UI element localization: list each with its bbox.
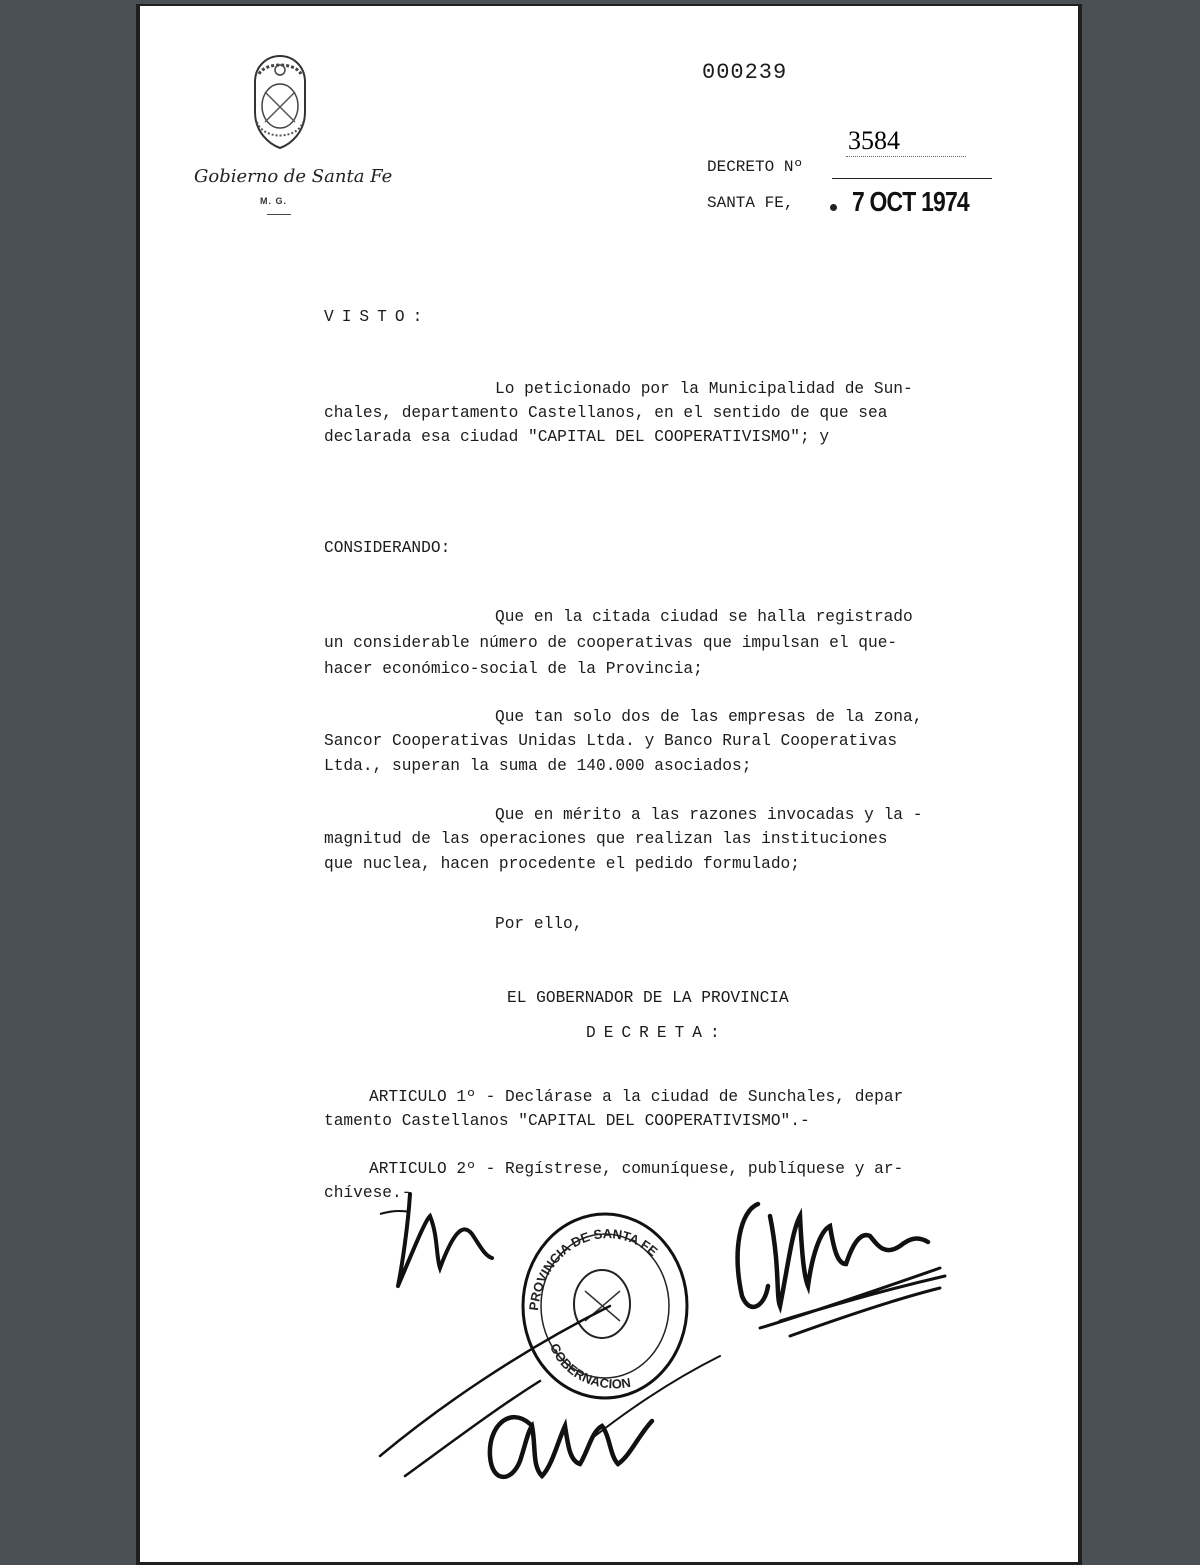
government-name: Gobierno de Santa Fe — [194, 166, 393, 187]
paragraph-line: hacer económico-social de la Provincia; — [324, 660, 703, 678]
paragraph-line: Lo peticionado por la Municipalidad de Sun- — [495, 380, 913, 398]
paragraph-line: un considerable número de cooperativas que impulsan el que- — [324, 634, 898, 652]
article-line: ARTICULO 1º - Declárase a la ciudad de Sunchales, depar — [369, 1088, 904, 1106]
paragraph-line: magnitud de las operaciones que realizan las instituciones — [324, 830, 888, 848]
paragraph-line: que nuclea, hacen procedente el pedido formulado; — [324, 855, 800, 873]
paragraph-line: Sancor Cooperativas Unidas Ltda. y Banco Rural Cooperativas — [324, 732, 898, 750]
decree-label: DECRETO Nº — [707, 158, 804, 176]
government-subtitle: M. G. — [260, 196, 287, 206]
authority-heading: EL GOBERNADOR DE LA PROVINCIA — [507, 989, 789, 1007]
article-line: ARTICULO 2º - Regístrese, comuníquese, publíquese y ar- — [369, 1160, 904, 1178]
paragraph-line: declarada esa ciudad "CAPITAL DEL COOPERATIVISMO"; y — [324, 428, 830, 446]
paragraph-line: Que en la citada ciudad se halla registrado — [495, 608, 913, 626]
article-line: tamento Castellanos "CAPITAL DEL COOPERATIVISMO".- — [324, 1112, 810, 1130]
official-seal-icon — [140, 6, 1078, 1562]
document-page — [140, 6, 1078, 1562]
paragraph-line: Que en mérito a las razones invocadas y la - — [495, 806, 923, 824]
paragraph-line: Que tan solo dos de las empresas de la zona, — [495, 708, 923, 726]
decree-number: 3584 — [848, 126, 900, 155]
seal-bottom-text: GOBERNACION — [547, 1341, 632, 1392]
article-line: chívese.- — [324, 1184, 412, 1202]
document-number: 000239 — [702, 60, 788, 85]
paragraph-line: chales, departamento Castellanos, en el sentido de que sea — [324, 404, 888, 422]
seal-outer-text: PROVINCIA DE SANTA FE — [525, 1226, 661, 1312]
date-stamp: 7 OCT 1974 — [852, 186, 969, 217]
place-label: SANTA FE, — [707, 194, 794, 212]
considerando-heading: CONSIDERANDO: — [324, 539, 451, 557]
closing-phrase: Por ello, — [495, 915, 583, 933]
visto-heading: VISTO: — [324, 308, 431, 326]
decreta-heading: DECRETA: — [586, 1024, 728, 1042]
paragraph-line: Ltda., superan la suma de 140.000 asociados; — [324, 757, 752, 775]
